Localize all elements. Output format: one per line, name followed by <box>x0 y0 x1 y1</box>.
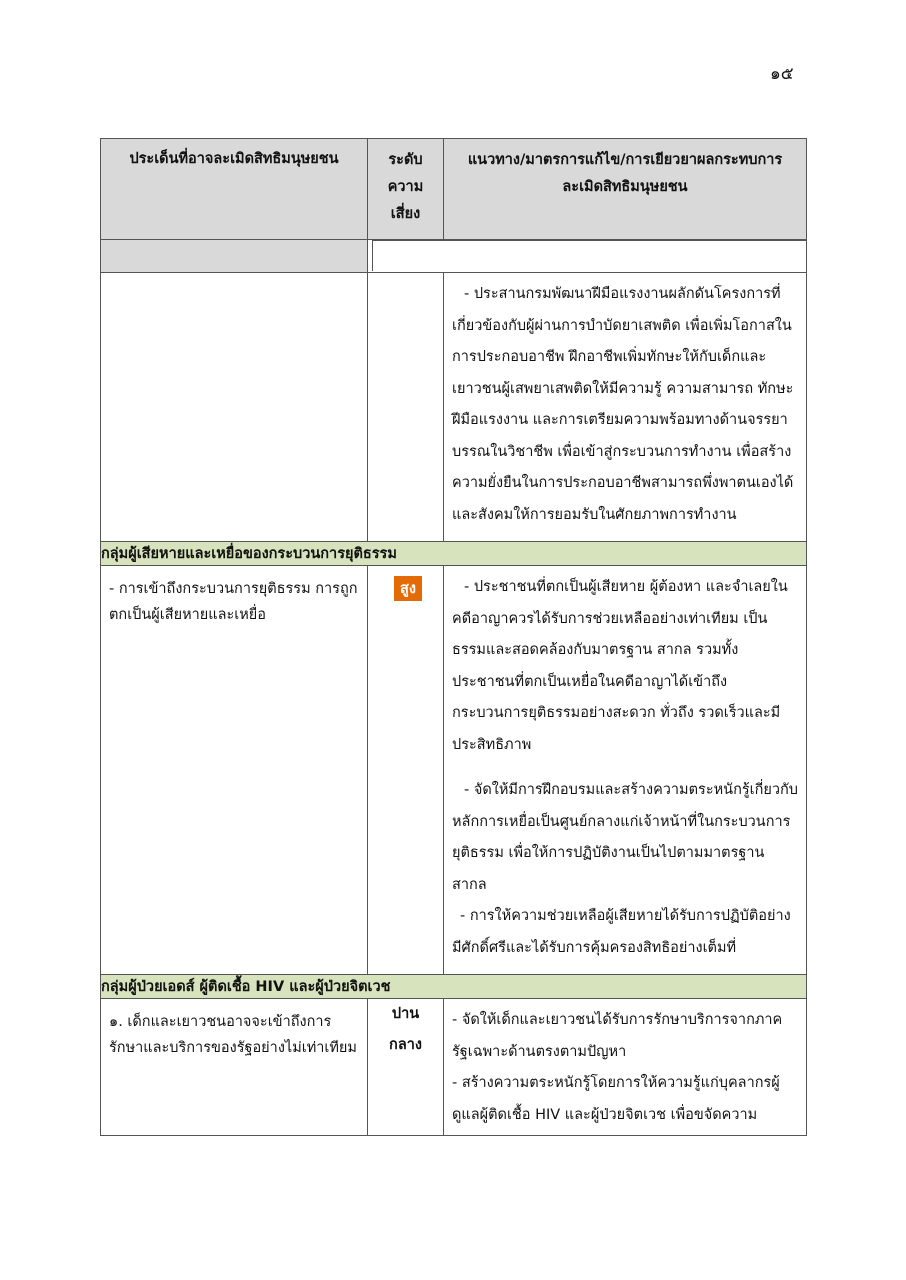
table-row <box>101 273 807 542</box>
measure-paragraph: - สร้างความตระหนักรู้โดยการให้ความรู้แก่บุคลากรผู้ดูแลผู้ติดเชื้อ HIV และผู้ป่วยจิตเวช เพื่อขจัดความ <box>452 1075 780 1123</box>
section-title: กลุ่มผู้ป่วยเอดส์ ผู้ติดเชื้อ HIV และผู้ป่วยจิตเวช <box>101 975 807 999</box>
measure-paragraph: - จัดให้มีการฝึกอบรมและสร้างความตระหนักรู้เกี่ยวกับหลักการเหยื่อเป็นศูนย์กลางแก่เจ้าหน้าที่ในกระบวนการยุติธรรม เพื่อให้การปฏิบัติงานเป็นไปตามมาตรฐานสากล <box>452 782 799 893</box>
issue-cell <box>101 999 368 1136</box>
risk-cell <box>368 999 444 1136</box>
header-inner-box <box>372 240 806 271</box>
header-spacer-cell <box>368 240 807 273</box>
header-measures-line: ละเมิดสิทธิมนุษยชน <box>562 179 688 195</box>
section-title: กลุ่มผู้เสียหายและเหยื่อของกระบวนการยุติธรรม <box>101 542 807 566</box>
risk-level-line: ปาน <box>391 1006 420 1022</box>
measures-cell <box>444 273 807 542</box>
risk-badge-high: สูง <box>394 576 422 601</box>
issue-text: ๑. เด็กและเยาวชนอาจจะเข้าถึงการรักษาและบริการของรัฐอย่างไม่เท่าเทียม <box>109 1014 357 1056</box>
section-row <box>101 542 807 566</box>
risk-level-line: กลาง <box>389 1037 422 1053</box>
issue-cell <box>101 566 368 975</box>
risk-cell <box>368 566 444 975</box>
table-row <box>101 999 807 1136</box>
header-risk-line: ความ <box>387 179 424 195</box>
header-measures-line: แนวทาง/มาตรการแก้ไข/การเยียวยาผลกระทบการ <box>467 152 783 168</box>
measures-cell <box>444 999 807 1136</box>
table-row <box>101 566 807 975</box>
header-issue: ประเด็นที่อาจละเมิดสิทธิมนุษยชน <box>101 139 368 240</box>
page-number: ๑๕ <box>770 64 794 84</box>
header-measures <box>444 139 807 240</box>
measure-paragraph: - ประชาชนที่ตกเป็นผู้เสียหาย ผู้ต้องหา และจำเลยในคดีอาญาควรได้รับการช่วยเหลืออย่างเท่าเทียม เป็นธรรมและสอดคล้องกับมาตรฐาน สากล รวมทั้งประชาชนที่ตกเป็นเหยื่อในคดีอาญาได้เข้าถึงกระบวนการยุติธรรมอย่างสะดวก ทั่วถึง รวดเร็วและมีประสิทธิภาพ <box>452 579 788 753</box>
human-rights-risk-table <box>100 138 807 1136</box>
issue-text: - การเข้าถึงกระบวนการยุติธรรม การถูกตกเป็นผู้เสียหายและเหยื่อ <box>109 581 358 623</box>
measure-paragraph: - จัดให้เด็กและเยาวชนได้รับการรักษาบริการจากภาครัฐเฉพาะด้านตรงตามปัญหา <box>452 1012 783 1060</box>
risk-cell <box>368 273 444 542</box>
table-header-row <box>101 139 807 240</box>
measure-paragraph: - การให้ความช่วยเหลือผู้เสียหายได้รับการปฏิบัติอย่างมีศักดิ์ศรีและได้รับการคุ้มครองสิทธิอย่างเต็มที่ <box>452 908 791 956</box>
header-risk-level <box>368 139 444 240</box>
measures-cell <box>444 566 807 975</box>
issue-cell <box>101 273 368 542</box>
header-risk-line: เสี่ยง <box>390 206 421 222</box>
header-spacer-cell <box>101 240 368 273</box>
header-risk-line: ระดับ <box>388 152 423 168</box>
measure-paragraph: - ประสานกรมพัฒนาฝีมือแรงงานผลักดันโครงการที่เกี่ยวข้องกับผู้ผ่านการบำบัดยาเสพติด เพื่อเพิ่มโอกาสในการประกอบอาชีพ ฝึกอาชีพเพิ่มทักษะให้กับเด็กและเยาวชนผู้เสพยาเสพติดให้มีความรู้ ความสามารถ ทักษะฝีมือแรงงาน และการเตรียมความพร้อมทางด้านจรรยาบรรณในวิชาชีพ เพื่อเข้าสู่กระบวนการทำงาน เพื่อสร้างความยั่งยืนในการประกอบอาชีพสามารถพึ่งพาตนเองได้ และสังคมให้การยอมรับในศักยภาพการทำงาน <box>452 286 794 523</box>
header-spacer-row <box>101 240 807 273</box>
section-row <box>101 975 807 999</box>
